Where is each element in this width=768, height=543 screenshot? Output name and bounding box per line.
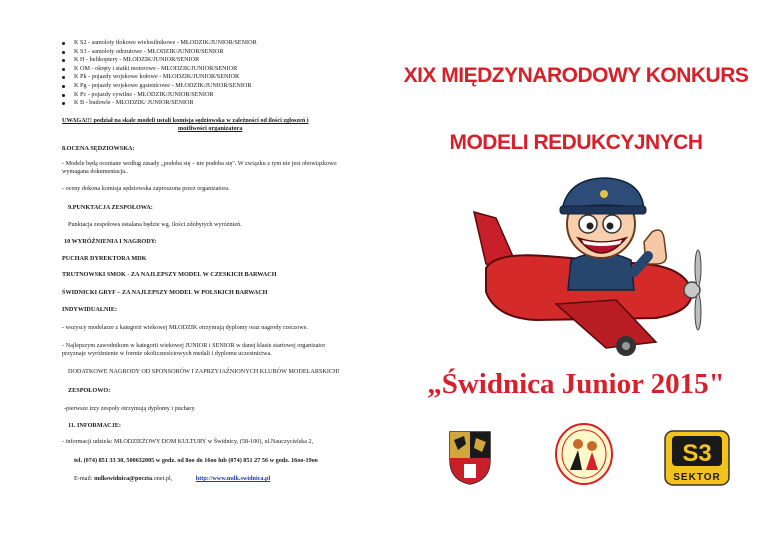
team-heading: ZESPOŁOWO: — [68, 387, 111, 394]
section10-heading: 10 WYRÓŻNIENIA I NAGRODY: — [64, 238, 157, 245]
title-line-2: MODELI REDUKCYJNYCH — [449, 131, 703, 154]
title-line-1: XIX MIĘDZYNARODOWY KONKURS — [403, 64, 749, 87]
list-item: K Pk - pojazdy wojskowe kołowe - MŁODZIK/JUNIOR/SENIOR — [62, 73, 257, 82]
list-item: K S3 - samoloty odrzutowe - MŁODZIK/JUNIOR/SENIOR — [62, 48, 257, 57]
sponsors-note: DODATKOWE NAGRODY OD SPONSORÓW I ZAPRZYJAŹNIONYCH KLUBÓW MODELARSKICH! — [68, 368, 340, 375]
section8-para-line1: - Modele będą oceniane według zasady „podoba się – nie podoba się". W związku z tym nie jest obowiązkowo — [62, 160, 337, 167]
individual-para1: - wszyscy modelarze z kategorii wiekowej MŁODZIK otrzymują dyplomy oraz nagrody rzeczowe. — [62, 324, 309, 331]
award-smok: TRUTNOWSKI SMOK - ZA NAJLEPSZY MODEL W CZESKICH BARWACH — [62, 271, 277, 278]
right-page — [384, 0, 768, 543]
section9-para: Punktacja zespołowa ustalana będzie wg. ilości zdobytych wyróżnień. — [68, 221, 242, 228]
section9-heading: 9.PUNKTACJA ZESPOŁOWA: — [68, 204, 153, 211]
s3-sektor-logo — [664, 430, 730, 486]
s3-logo-subtext: SEKTOR — [673, 472, 721, 483]
category-list — [62, 39, 257, 108]
team-para: -pierwsze trzy zespoły otrzymują dyplomy i puchary. — [64, 405, 196, 412]
notice-line-2: możliwości organizatora — [178, 125, 243, 132]
notice-line-1: UWAGA!!! podział na skale modeli ustali komisja sędziowska w zależności od ilości zgłoszeń i — [62, 117, 309, 124]
section8-heading: 8.OCENA SĘDZIOWSKA: — [62, 145, 135, 152]
info-phone — [74, 457, 318, 465]
section8-para-line2: wymagana dokumentacja.. — [62, 168, 129, 175]
list-item: K H - helikoptery - MŁODZIK/JUNIOR/SENIOR — [62, 56, 257, 65]
list-item: K OM - okręty i statki motorowe - MŁODZIK/JUNIOR/SENIOR — [62, 65, 257, 74]
email-suffix: .onet.pl, — [152, 475, 173, 482]
email-address[interactable]: mdkswidnica@poczta — [94, 475, 153, 482]
info-phone-text: tel. (074) 851 33 30, 500632005 w godz. od 8oo do 16oo lub (074) 851 27 56 w godz. 16oo-19oo — [74, 457, 318, 464]
website-link[interactable]: http://www.mdk.swidnica.pl — [195, 475, 271, 482]
list-item: K Pc - pojazdy cywilne - MŁODZIK/JUNIOR/SENIOR — [62, 91, 257, 100]
mdk-logo — [552, 420, 616, 488]
city-crest-logo — [448, 430, 492, 486]
individual-para2-line2: przyznaje wyróżnienie w formie okolicznościowych medali i dyplomu uczestnictwa. — [62, 350, 272, 357]
individual-heading: INDYWIDUALNIE: — [62, 306, 118, 313]
award-gryf: ŚWIDNICKI GRYF – ZA NAJLEPSZY MODEL W POLSKICH BARWACH — [62, 289, 268, 296]
list-item: K S2 - samoloty tłokowe wielosilnikowe - MŁODZIK/JUNIOR/SENIOR — [62, 39, 257, 48]
list-item: K B - budowle - MŁODZIK/ JUNIOR/SENIOR — [62, 99, 257, 108]
info-email-row — [74, 475, 270, 483]
list-item: K Pg - pojazdy wojskowe gąsienicowe - MŁODZIK/JUNIOR/SENIOR — [62, 82, 257, 91]
section8-para2: - oceny dokona komisja sędziowska zaproszona przez organizatora. — [62, 185, 230, 192]
email-label: E-mail: — [74, 475, 93, 482]
info-address: - informacji udziela: MŁODZIEŻOWY DOM KULTURY w Świdnicy, (58-100), ul.Nauczycielska 2, — [62, 438, 314, 445]
s3-logo-text: S3 — [682, 440, 712, 467]
award-puchar: PUCHAR DYREKTORA MDK — [62, 255, 147, 262]
pilot-mascot-illustration — [456, 172, 706, 358]
section11-heading: 11. INFORMACJE: — [68, 422, 121, 429]
event-name: „Świdnica Junior 2015" — [427, 368, 725, 400]
individual-para2-line1: - Najlepszym zawodnikom w kategorii wiekowej JUNIOR i SENIOR w danej klasie startowej organizator — [62, 342, 326, 349]
